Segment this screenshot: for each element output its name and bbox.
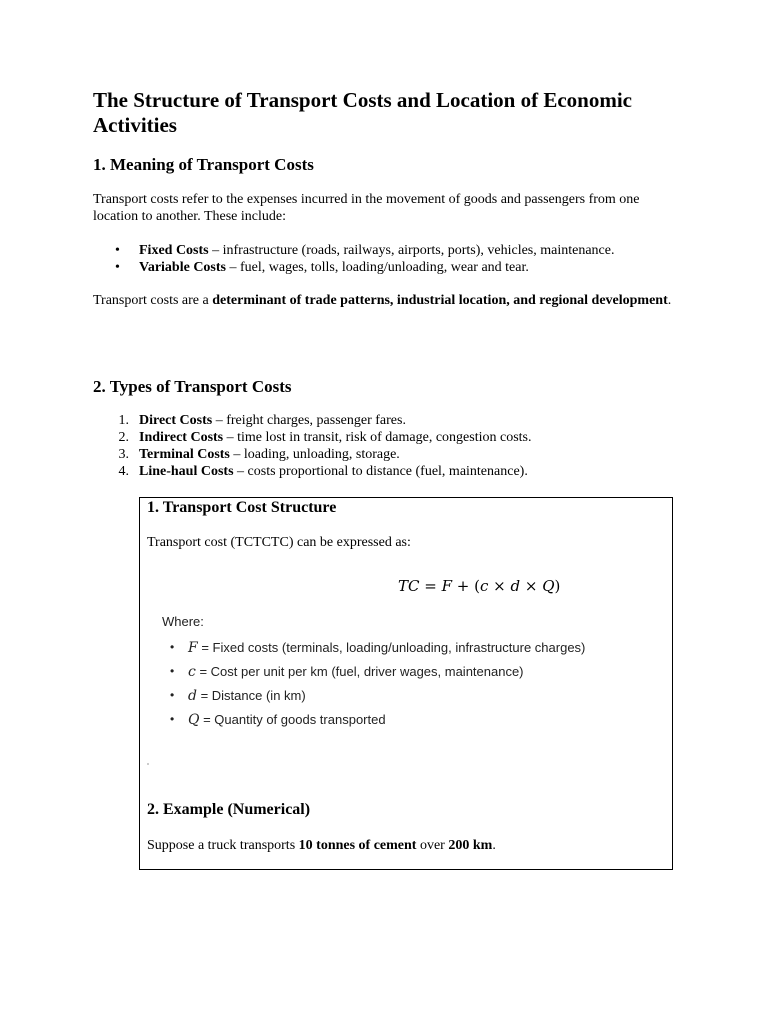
list-number: 1. <box>118 413 129 428</box>
bullet-icon: • <box>115 260 120 275</box>
summary-suffix: . <box>667 293 672 308</box>
artifact-dot <box>147 763 149 765</box>
variable-symbol: Q <box>188 712 200 728</box>
list-item <box>93 412 531 429</box>
box-heading-example: 2. Example (Numerical) <box>147 801 311 818</box>
formula-plus: + ( <box>452 577 480 595</box>
summary-prefix: Transport costs are a <box>93 293 213 308</box>
variable-definition: = Cost per unit per km (fuel, driver wages, maintenance) <box>195 664 524 679</box>
bullet-icon: • <box>170 712 175 726</box>
formula-f: F <box>441 577 453 595</box>
variable-definition: = Distance (in km) <box>196 688 306 703</box>
variable-definitions <box>162 614 585 732</box>
document-title: The Structure of Transport Costs and Location of Economic Activities <box>93 88 633 137</box>
example-prefix: Suppose a truck transports <box>147 838 299 853</box>
example-suffix: . <box>492 838 496 853</box>
box-heading-structure: 1. Transport Cost Structure <box>147 499 337 516</box>
where-label: Where: <box>162 614 204 629</box>
formula-eq: = <box>419 577 442 595</box>
list-item <box>93 259 614 276</box>
section1-intro: Transport costs refer to the expenses incurred in the movement of goods and passengers from one location to another. These include: <box>93 192 640 224</box>
list-item <box>93 463 531 480</box>
list-item <box>93 242 614 259</box>
formula-c: c <box>479 577 489 595</box>
example-quantity: 10 tonnes of cement <box>298 838 417 853</box>
variable-definition: = Fixed costs (terminals, loading/unloading, infrastructure charges) <box>197 640 586 655</box>
expression-text: Transport cost (TCTCTC) can be expressed as: <box>147 535 411 550</box>
bullet-icon: • <box>170 640 175 654</box>
list-item-term: Direct Costs <box>139 413 213 428</box>
bullet-icon: • <box>170 664 175 678</box>
section2-heading: 2. Types of Transport Costs <box>93 377 292 396</box>
bullet-icon: • <box>170 688 175 702</box>
list-item-text: – costs proportional to distance (fuel, maintenance). <box>233 464 528 479</box>
summary-bold: determinant of trade patterns, industrial location, and regional development <box>212 293 668 308</box>
list-item-text: – loading, unloading, storage. <box>229 447 400 462</box>
formula-q: Q <box>542 577 555 595</box>
variable-symbol: c <box>188 664 196 680</box>
section1-summary <box>93 292 683 309</box>
list-item-term: Terminal Costs <box>139 447 230 462</box>
list-item <box>162 708 585 732</box>
list-item-text: – fuel, wages, tolls, loading/unloading, wear and tear. <box>226 260 529 275</box>
list-item-text: – infrastructure (roads, railways, airports, ports), vehicles, maintenance. <box>208 243 615 258</box>
list-item <box>162 660 585 684</box>
list-item <box>93 429 531 446</box>
example-mid: over <box>416 838 449 853</box>
formula-times: × <box>520 577 543 595</box>
example-text <box>147 837 667 854</box>
formula-d: d <box>510 577 521 595</box>
bullet-icon: • <box>115 243 120 258</box>
variable-symbol: F <box>188 640 198 656</box>
cost-structure-box <box>139 497 673 870</box>
list-item-text: – freight charges, passenger fares. <box>212 413 406 428</box>
list-item-text: – time lost in transit, risk of damage, congestion costs. <box>223 430 532 445</box>
list-item <box>93 446 531 463</box>
definitions-list <box>162 636 585 732</box>
variable-definition: = Quantity of goods transported <box>199 712 386 727</box>
formula-close: ) <box>554 577 561 595</box>
list-number: 3. <box>118 447 129 462</box>
list-item-term: Fixed Costs <box>139 243 209 258</box>
list-number: 2. <box>118 430 129 445</box>
cost-formula <box>398 576 560 596</box>
formula-times: × <box>488 577 511 595</box>
formula-lhs: TC <box>398 577 420 595</box>
list-item <box>162 684 585 708</box>
cost-types-list <box>93 412 531 480</box>
list-item-term: Variable Costs <box>139 260 226 275</box>
list-item-term: Line-haul Costs <box>139 464 234 479</box>
cost-components-list <box>93 242 614 276</box>
list-number: 4. <box>118 464 129 479</box>
list-item <box>162 636 585 660</box>
list-item-term: Indirect Costs <box>139 430 224 445</box>
example-distance: 200 km <box>448 838 493 853</box>
variable-symbol: d <box>188 688 197 704</box>
section1-heading: 1. Meaning of Transport Costs <box>93 155 314 174</box>
